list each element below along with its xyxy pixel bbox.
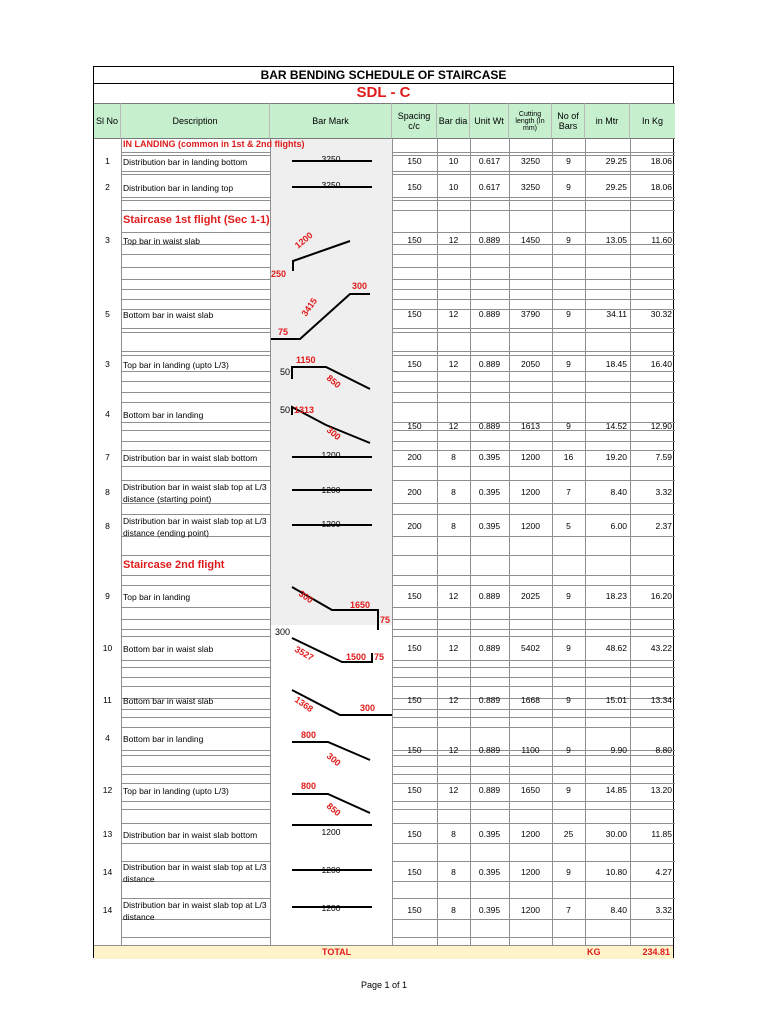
total-unit: KG <box>587 947 601 957</box>
row-in-kg: 3.32 <box>655 487 672 497</box>
row-bar-mark: 1200 <box>321 827 341 837</box>
row-unit-wt: 0.395 <box>478 452 501 462</box>
row-spacing: 150 <box>407 785 422 795</box>
header-bar-dia: Bar dia <box>437 103 470 139</box>
row-no-of-bars: 9 <box>566 156 571 166</box>
row-in-kg: 11.60 <box>651 235 672 245</box>
row-unit-wt: 0.395 <box>478 867 501 877</box>
shape-dimension-label: 1200 <box>292 229 315 251</box>
row-cutting-length: 1200 <box>521 487 540 497</box>
row-spacing: 200 <box>407 452 422 462</box>
row-cutting-length: 1200 <box>521 905 540 915</box>
row-unit-wt: 0.395 <box>478 487 501 497</box>
row-description: Top bar in landing <box>123 592 191 602</box>
row-in-kg: 18.06 <box>650 156 672 166</box>
row-in-mtr: 29.25 <box>605 156 627 166</box>
row-no-of-bars: 9 <box>566 359 571 369</box>
page-footer: Page 1 of 1 <box>360 980 408 990</box>
row-description: Distribution bar in waist slab bottom <box>123 453 258 463</box>
row-in-mtr: 30.00 <box>605 829 627 839</box>
row-bar-dia: 12 <box>448 421 459 431</box>
row-sl-no: 4 <box>105 733 110 743</box>
row-bar-mark: 3250 <box>321 180 341 190</box>
row-spacing: 200 <box>407 521 422 531</box>
section-flight-2: Staircase 2nd flight <box>123 559 225 571</box>
row-bar-mark: 1200 <box>321 450 341 460</box>
row-in-kg: 11.85 <box>651 829 672 839</box>
row-in-mtr: 8.40 <box>610 487 627 497</box>
row-sl-no: 13 <box>102 829 113 839</box>
row-description: Bottom bar in landing <box>123 734 204 744</box>
row-no-of-bars: 7 <box>566 905 571 915</box>
row-spacing: 150 <box>407 182 422 192</box>
row-cutting-length: 3250 <box>521 182 540 192</box>
row-spacing: 150 <box>407 905 422 915</box>
row-spacing: 150 <box>407 156 422 166</box>
row-description: Distribution bar in waist slab top at L/3 distance <box>123 900 267 922</box>
row-in-mtr: 48.62 <box>605 643 627 653</box>
shape-dimension-label: 850 <box>324 800 343 819</box>
row-description: Distribution bar in waist slab top at L/3 distance (starting point) <box>123 482 267 504</box>
shape-dimension-label: 1500 <box>346 652 367 662</box>
row-in-kg: 3.32 <box>655 905 672 915</box>
row-cutting-length: 1200 <box>521 452 540 462</box>
row-description: Distribution bar in waist slab top at L/3 distance (ending point) <box>123 516 267 538</box>
header-unit-wt: Unit Wt <box>470 103 509 139</box>
row-description: Bottom bar in waist slab <box>123 310 214 320</box>
total-label: TOTAL <box>322 947 352 957</box>
shape-dimension-label: 300 <box>352 281 368 291</box>
row-cutting-length: 1650 <box>521 785 540 795</box>
row-description: Bottom bar in waist slab <box>123 644 214 654</box>
row-in-mtr: 13.05 <box>605 235 627 245</box>
total-value: 234.81 <box>642 947 670 957</box>
row-sl-no: 8 <box>105 521 110 531</box>
row-cutting-length: 3790 <box>521 309 540 319</box>
shape-dimension-label: 850 <box>324 372 343 391</box>
shape-dimension-label: 75 <box>374 652 385 662</box>
row-bar-mark: 1200 <box>321 903 341 913</box>
row-spacing: 200 <box>407 487 422 497</box>
shape-dimension-label: 75 <box>380 615 391 625</box>
row-cutting-length: 1200 <box>521 829 540 839</box>
row-spacing: 150 <box>407 421 422 431</box>
row-unit-wt: 0.617 <box>478 156 501 166</box>
row-in-kg: 18.06 <box>650 182 672 192</box>
row-sl-no: 1 <box>105 156 110 166</box>
row-in-mtr: 34.11 <box>606 309 627 319</box>
row-unit-wt: 0.889 <box>478 359 501 369</box>
row-cutting-length: 1200 <box>521 521 540 531</box>
row-spacing: 150 <box>407 591 422 601</box>
row-bar-dia: 12 <box>448 745 459 755</box>
header-cutting-length: Cutting length (In mm) <box>509 103 552 139</box>
row-sl-no: 14 <box>102 905 113 915</box>
row-cutting-length: 1668 <box>521 695 540 705</box>
section-flight-1: Staircase 1st flight (Sec 1-1) <box>123 214 270 226</box>
row-in-mtr: 18.23 <box>605 591 627 601</box>
row-bar-mark: 3250 <box>321 154 341 164</box>
row-bar-dia: 8 <box>451 487 456 497</box>
row-bar-dia: 12 <box>448 309 459 319</box>
row-unit-wt: 0.889 <box>478 235 501 245</box>
row-no-of-bars: 9 <box>566 309 571 319</box>
schedule-sheet <box>93 66 674 958</box>
row-in-kg: 13.34 <box>650 695 672 705</box>
row-sl-no: 3 <box>105 359 110 369</box>
row-no-of-bars: 9 <box>566 421 571 431</box>
row-no-of-bars: 9 <box>566 695 571 705</box>
shape-dimension-label: 1150 <box>296 355 316 365</box>
shape-dimension-label: 75 <box>278 327 289 337</box>
row-sl-no: 14 <box>102 867 113 877</box>
row-spacing: 150 <box>407 867 422 877</box>
row-in-mtr: 19.20 <box>605 452 627 462</box>
row-in-kg: 2.37 <box>655 521 672 531</box>
shape-dimension-label: 300 <box>324 424 343 443</box>
row-unit-wt: 0.889 <box>478 695 501 705</box>
row-unit-wt: 0.889 <box>478 309 501 319</box>
row-description: Top bar in waist slab <box>123 236 201 246</box>
row-bar-dia: 10 <box>448 156 459 166</box>
row-unit-wt: 0.889 <box>478 591 501 601</box>
row-sl-no: 9 <box>105 591 110 601</box>
row-in-mtr: 14.52 <box>605 421 627 431</box>
row-bar-dia: 12 <box>448 643 459 653</box>
row-bar-dia: 8 <box>451 452 456 462</box>
row-bar-dia: 8 <box>451 829 456 839</box>
row-bar-dia: 8 <box>451 521 456 531</box>
row-no-of-bars: 7 <box>566 487 571 497</box>
row-bar-dia: 12 <box>448 785 459 795</box>
row-cutting-length: 5402 <box>521 643 540 653</box>
row-description: Distribution bar in landing top <box>123 183 234 193</box>
row-description: Top bar in landing (upto L/3) <box>123 360 229 370</box>
header-no-of-bars: No of Bars <box>552 103 585 139</box>
row-bar-dia: 12 <box>448 591 459 601</box>
row-in-kg: 13.20 <box>650 785 672 795</box>
shape-dimension-label: 3527 <box>293 644 316 663</box>
shape-dimension-label: 1313 <box>294 405 315 415</box>
row-no-of-bars: 25 <box>563 829 574 839</box>
row-no-of-bars: 9 <box>566 785 571 795</box>
row-no-of-bars: 16 <box>563 452 574 462</box>
row-bar-dia: 12 <box>448 235 459 245</box>
row-sl-no: 5 <box>105 309 110 319</box>
row-sl-no: 3 <box>105 235 110 245</box>
row-bar-dia: 12 <box>448 695 459 705</box>
shape-dimension-label: 50 <box>280 367 291 377</box>
schedule-title: BAR BENDING SCHEDULE OF STAIRCASE <box>94 67 673 84</box>
row-unit-wt: 0.617 <box>478 182 501 192</box>
row-cutting-length: 1200 <box>521 867 540 877</box>
header-bar-mark: Bar Mark <box>270 103 392 139</box>
row-spacing: 150 <box>407 359 422 369</box>
shape-dimension-label: 3415 <box>299 296 320 319</box>
row-in-kg: 8.80 <box>655 745 672 755</box>
bar-shape-drawings <box>94 67 675 959</box>
row-cutting-length: 1450 <box>521 235 540 245</box>
row-in-mtr: 29.25 <box>605 182 627 192</box>
row-bar-dia: 8 <box>451 867 456 877</box>
row-in-kg: 43.22 <box>650 643 672 653</box>
row-bar-dia: 8 <box>451 905 456 915</box>
header-description: Description <box>121 103 270 139</box>
row-spacing: 150 <box>407 643 422 653</box>
row-in-mtr: 15.01 <box>605 695 627 705</box>
row-cutting-length: 2025 <box>521 591 540 601</box>
row-bar-dia: 10 <box>448 182 459 192</box>
row-in-mtr: 14.85 <box>605 785 627 795</box>
row-sl-no: 4 <box>105 409 110 419</box>
row-sl-no: 10 <box>102 643 113 653</box>
row-bar-dia: 12 <box>448 359 459 369</box>
header-in-mtr: in Mtr <box>585 103 630 139</box>
row-unit-wt: 0.889 <box>478 643 501 653</box>
row-unit-wt: 0.889 <box>478 421 501 431</box>
row-in-mtr: 18.45 <box>605 359 627 369</box>
row-in-mtr: 9.90 <box>610 745 627 755</box>
row-in-kg: 4.27 <box>655 867 672 877</box>
row-in-kg: 12.90 <box>650 421 672 431</box>
row-sl-no: 8 <box>105 487 110 497</box>
row-sl-no: 11 <box>103 695 112 705</box>
section-landing: IN LANDING (common in 1st & 2nd flights) <box>123 139 305 149</box>
row-description: Distribution bar in waist slab bottom <box>123 830 258 840</box>
row-in-kg: 16.20 <box>650 591 672 601</box>
row-in-kg: 7.59 <box>655 452 672 462</box>
shape-dimension-label: 300 <box>360 703 376 713</box>
row-unit-wt: 0.395 <box>478 521 501 531</box>
row-spacing: 150 <box>407 745 422 755</box>
row-no-of-bars: 9 <box>566 591 571 601</box>
shape-dimension-label: 800 <box>301 781 317 791</box>
header-spacing: Spacing c/c <box>392 103 437 139</box>
row-spacing: 150 <box>407 695 422 705</box>
row-no-of-bars: 9 <box>566 182 571 192</box>
row-sl-no: 2 <box>105 182 110 192</box>
row-unit-wt: 0.889 <box>478 745 501 755</box>
row-no-of-bars: 9 <box>566 867 571 877</box>
shape-dimension-label: 1650 <box>350 600 371 610</box>
row-description: Bottom bar in waist slab <box>123 696 214 706</box>
row-in-mtr: 6.00 <box>610 521 627 531</box>
row-in-mtr: 8.40 <box>610 905 627 915</box>
row-unit-wt: 0.889 <box>478 785 501 795</box>
row-description: Top bar in landing (upto L/3) <box>123 786 229 796</box>
row-bar-mark: 1200 <box>321 865 341 875</box>
shape-dimension-label: 300 <box>296 588 315 606</box>
row-cutting-length: 2050 <box>521 359 540 369</box>
shape-dimension-label: 1368 <box>292 694 315 715</box>
shape-dimension-label: 300 <box>324 750 343 769</box>
row-bar-mark: 1200 <box>321 485 341 495</box>
shape-dimension-label: 50 <box>280 405 291 415</box>
row-sl-no: 7 <box>105 452 110 462</box>
shape-dimension-label: 800 <box>301 730 317 740</box>
shape-dimension-label: 250 <box>271 269 287 279</box>
row-in-kg: 30.32 <box>650 309 672 319</box>
schedule-subtitle: SDL - C <box>356 84 411 101</box>
shape-dimension-label: 300 <box>275 627 291 637</box>
row-in-mtr: 10.80 <box>605 867 627 877</box>
row-no-of-bars: 9 <box>566 235 571 245</box>
row-no-of-bars: 5 <box>566 521 571 531</box>
row-cutting-length: 1100 <box>521 745 540 755</box>
row-cutting-length: 3250 <box>521 156 540 166</box>
row-description: Distribution bar in landing bottom <box>123 157 248 167</box>
row-description: Bottom bar in landing <box>123 410 204 420</box>
header-in-kg: In Kg <box>630 103 675 139</box>
row-sl-no: 12 <box>102 785 113 795</box>
row-unit-wt: 0.395 <box>478 829 501 839</box>
row-spacing: 150 <box>407 829 422 839</box>
row-cutting-length: 1613 <box>521 421 540 431</box>
header-sl-no: Sl No <box>94 103 121 139</box>
row-spacing: 150 <box>407 235 422 245</box>
row-unit-wt: 0.395 <box>478 905 501 915</box>
row-in-kg: 16.40 <box>650 359 672 369</box>
row-no-of-bars: 9 <box>566 643 571 653</box>
row-spacing: 150 <box>407 309 422 319</box>
row-no-of-bars: 9 <box>566 745 571 755</box>
row-description: Distribution bar in waist slab top at L/3 distance <box>123 862 267 884</box>
row-bar-mark: 1200 <box>321 519 341 529</box>
